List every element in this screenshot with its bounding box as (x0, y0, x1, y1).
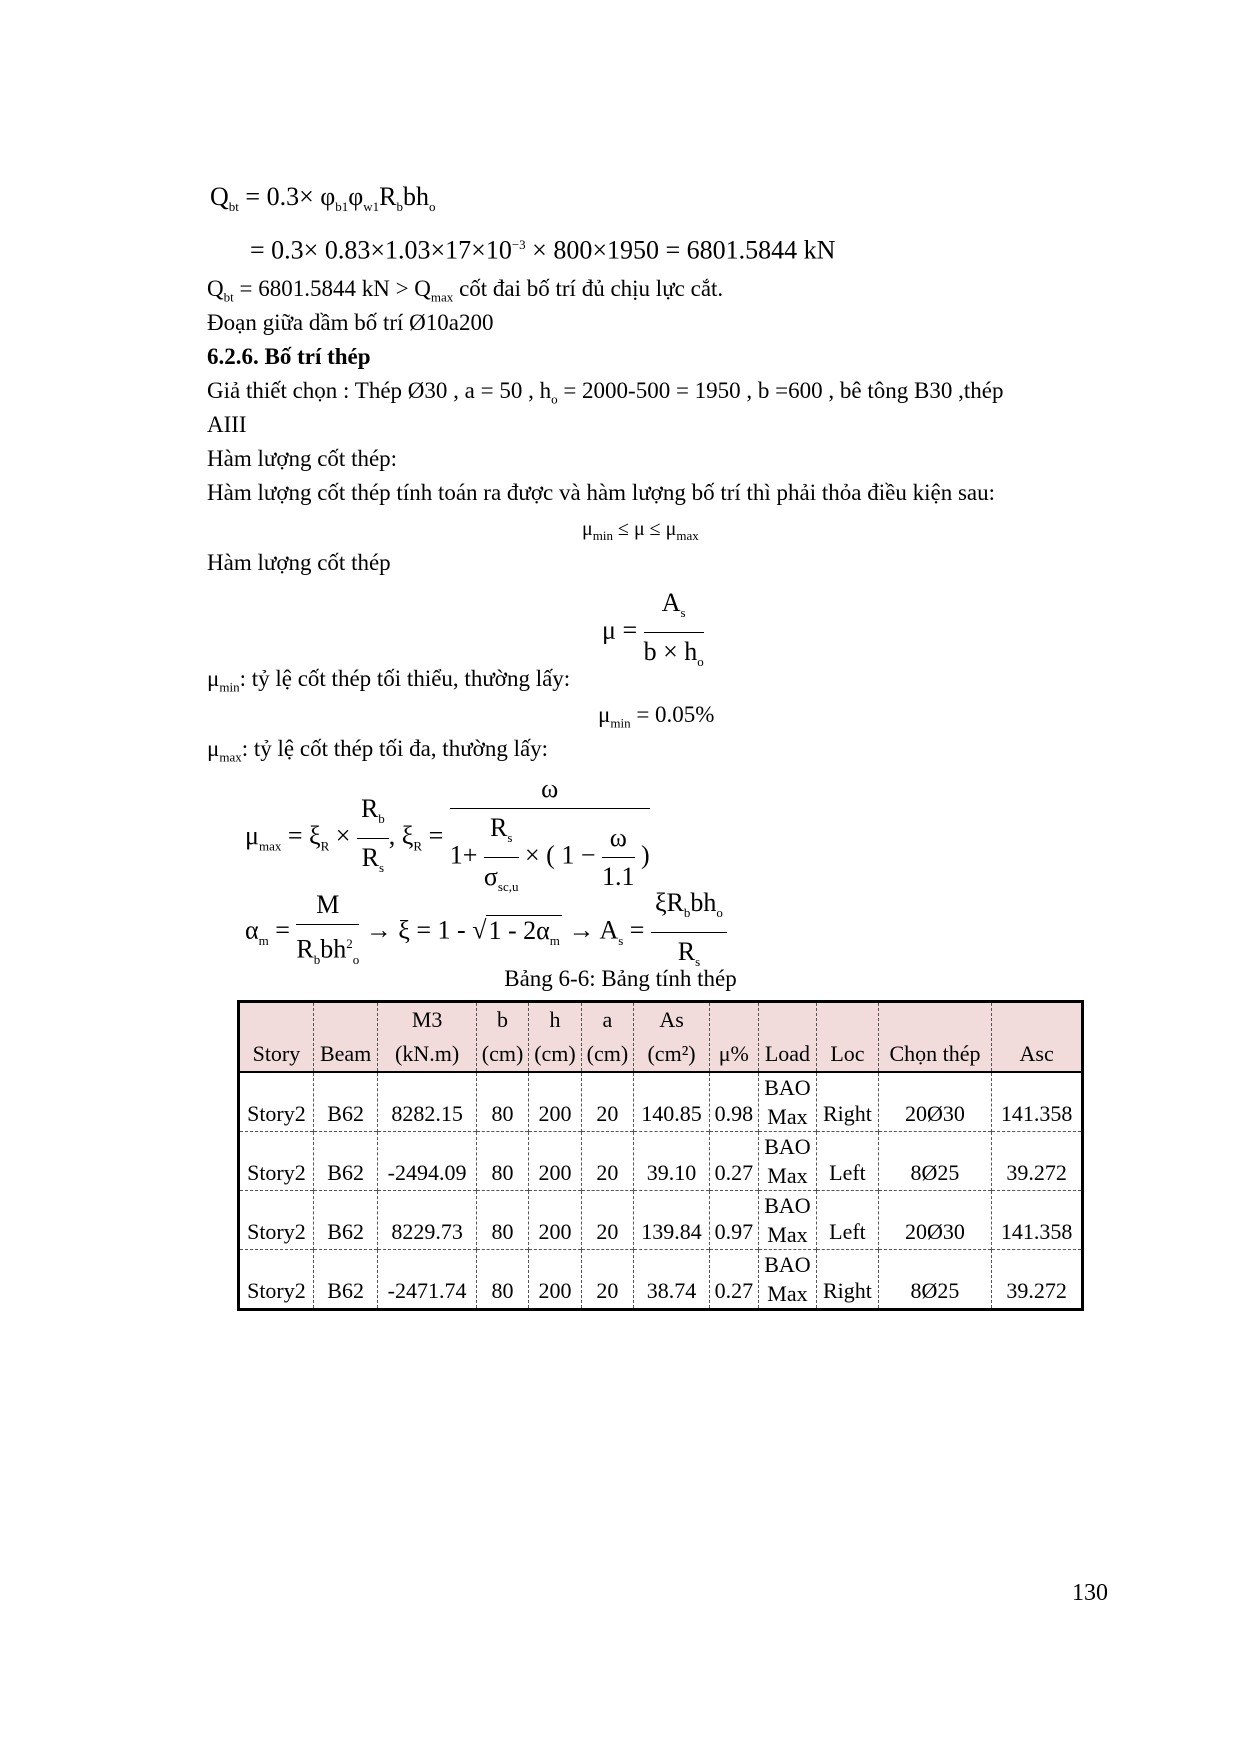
equation-mu-min (598, 700, 714, 739)
column-header-line2: Beam (319, 1041, 372, 1066)
table-cell (758, 1072, 817, 1132)
column-header-line2: (cm²) (647, 1041, 696, 1066)
eq-part: = (422, 821, 444, 851)
eq-part: R (379, 182, 397, 211)
table-cell: 20 (581, 1191, 633, 1250)
table-cell: 141.358 (992, 1072, 1083, 1132)
table-row (239, 1250, 1083, 1310)
table-cell: 0.27 (709, 1250, 758, 1310)
table-cell: 80 (476, 1072, 528, 1132)
table-cell: 39.272 (992, 1250, 1083, 1310)
paragraph-middle-span: Đoạn giữa dầm bố trí Ø10a200 (207, 310, 494, 335)
column-header-line1 (992, 1003, 1081, 1037)
text: cốt đai bố trí đủ chịu lực cắt. (453, 276, 724, 301)
column-header-line2: Story (252, 1041, 301, 1066)
table-caption: Bảng 6-6: Bảng tính thép (504, 966, 737, 991)
paragraph-qbt-check (207, 274, 723, 313)
column-header-line1: b (497, 1007, 509, 1032)
column-header-line2: Load (764, 1041, 811, 1066)
table-cell: Right (817, 1072, 879, 1132)
frac-num (651, 886, 727, 933)
eq-part: = 0.3× φ (238, 182, 336, 211)
eq-sub: m (549, 932, 560, 948)
table-cell: Right (817, 1250, 879, 1310)
column-header-line1: M3 (411, 1007, 443, 1032)
table-cell: Story2 (239, 1132, 314, 1191)
column-header-line2: (cm) (481, 1041, 524, 1066)
eq-part: R (361, 842, 380, 872)
eq-sub: b (378, 810, 385, 826)
table-cell: 39.10 (634, 1132, 710, 1191)
eq-part: bh (403, 182, 429, 211)
eq-sub: m (258, 932, 269, 948)
table-cell: B62 (313, 1250, 378, 1310)
eq-sub: min (592, 528, 613, 543)
column-header (878, 1002, 992, 1073)
frac-num (484, 811, 519, 858)
eq-sub: b (396, 199, 403, 215)
eq-part: ξR (654, 888, 684, 917)
table-cell: B62 (313, 1191, 378, 1250)
table-cell: 8Ø25 (878, 1132, 992, 1191)
frac-den (357, 839, 389, 885)
eq-sub: R (413, 838, 423, 854)
paragraph-steel-ratio: Hàm lượng cốt thép: (207, 446, 398, 471)
column-header-line1 (759, 1003, 817, 1037)
eq-part: × 800×1950 = 6801.5844 kN (525, 235, 836, 265)
eq-sub: b (313, 952, 321, 968)
table-cell: 8282.15 (378, 1072, 476, 1132)
eq-part: = ξ (281, 821, 321, 851)
page-number: 130 (1072, 1580, 1108, 1606)
text-sub: max (430, 289, 454, 305)
table-cell: 140.85 (634, 1072, 710, 1132)
eq-sub: max (258, 838, 282, 854)
table-cell: 38.74 (634, 1250, 710, 1310)
eq-sup: 2 (346, 936, 353, 952)
load-word: BAO (764, 1075, 811, 1100)
eq-symbol: Q (210, 182, 229, 211)
eq-part: M (316, 890, 340, 920)
eq-sub: o (429, 199, 436, 215)
eq-part: → A (561, 915, 619, 945)
frac-den (644, 633, 704, 679)
eq-part: ω (541, 774, 559, 803)
load-word: BAO (764, 1134, 811, 1159)
eq-sub: s (618, 932, 624, 948)
column-header-line1: h (549, 1007, 561, 1032)
eq-part: μ (598, 702, 611, 727)
text-sub: bt (223, 289, 234, 305)
table-body (239, 1072, 1083, 1310)
paragraph-assumption-cont: AIII (207, 412, 247, 437)
table-cell: 200 (529, 1250, 581, 1310)
eq-part: 1.1 (602, 862, 635, 892)
paragraph-condition: Hàm lượng cốt thép tính toán ra được và hàm lượng bố trí thì phải thỏa điều kiện sau: (207, 480, 995, 505)
eq-sub: sc,u (497, 879, 519, 895)
text: : tỷ lệ cốt thép tối đa, thường lấy: (241, 736, 549, 761)
column-header-line2: μ% (718, 1041, 749, 1066)
column-header-line2: Asc (1019, 1041, 1054, 1066)
table-cell: 20Ø30 (878, 1191, 992, 1250)
table-cell: 200 (529, 1072, 581, 1132)
text: = 2000-500 = 1950 , b =600 , bê tông B30 ,thép (557, 378, 1004, 403)
column-header-line2: (cm) (534, 1041, 576, 1066)
table-cell: 0.97 (709, 1191, 758, 1250)
eq-part: = 0.05% (630, 702, 715, 727)
text-sub: min (219, 679, 240, 695)
table-cell: 80 (476, 1132, 528, 1191)
load-word: Max (767, 1104, 808, 1129)
table-cell: 139.84 (634, 1191, 710, 1250)
text-sub: o (551, 391, 558, 407)
eq-part: = (268, 915, 290, 945)
eq-part: R (677, 937, 696, 967)
table-cell (758, 1191, 817, 1250)
text: Q (207, 276, 224, 301)
table-cell (758, 1132, 817, 1191)
section-heading: 6.2.6. Bố trí thép (207, 344, 371, 369)
eq-part: A (661, 588, 681, 617)
load-word: BAO (764, 1193, 811, 1218)
fraction-rb-rs (357, 792, 389, 885)
equation-condition (582, 514, 699, 551)
paragraph-mu-max (207, 734, 548, 773)
table-cell: 8229.73 (378, 1191, 476, 1250)
column-header-line2: (cm) (586, 1041, 629, 1066)
table-cell: 8Ø25 (878, 1250, 992, 1310)
eq-part: ω (609, 823, 627, 853)
eq-part: R (296, 934, 314, 964)
table-cell: B62 (313, 1132, 378, 1191)
eq-sub: b1 (335, 199, 349, 215)
eq-sub: s (680, 605, 686, 621)
eq-part: μ = (602, 615, 638, 645)
equation-qbt (210, 182, 436, 222)
eq-part: α (245, 915, 259, 945)
eq-part: φ (348, 182, 364, 211)
paragraph-mu-min (207, 664, 570, 703)
eq-sub: min (610, 715, 631, 731)
table-cell: Story2 (239, 1072, 314, 1132)
fraction-xi-r (450, 772, 650, 904)
frac-num (644, 586, 704, 633)
load-word: Max (767, 1163, 808, 1188)
eq-part: R (490, 813, 508, 842)
eq-sub: o (716, 905, 723, 921)
column-header (476, 1002, 528, 1073)
eq-sub: o (352, 952, 360, 968)
eq-part: σ (483, 862, 498, 892)
table-cell: 80 (476, 1191, 528, 1250)
fraction-omega-11 (602, 821, 635, 894)
table-cell: 141.358 (992, 1191, 1083, 1250)
frac-num (357, 792, 389, 839)
table-cell: Story2 (239, 1250, 314, 1310)
text: μ (207, 666, 220, 691)
load-word: Max (767, 1222, 808, 1247)
column-header-line2: Loc (830, 1041, 865, 1066)
table-cell: 20Ø30 (878, 1072, 992, 1132)
table-cell: 39.272 (992, 1132, 1083, 1191)
steel-table (237, 1000, 1084, 1311)
column-header-line1 (710, 1003, 758, 1037)
text: : tỷ lệ cốt thép tối thiểu, thường lấy: (239, 666, 571, 691)
column-header-line1 (879, 1003, 992, 1037)
equation-mu (602, 586, 704, 679)
eq-part: μ (245, 821, 259, 851)
column-header-line1 (314, 1003, 378, 1037)
frac-num (296, 888, 359, 925)
sqrt-icon: √ (472, 915, 487, 945)
table-cell: Story2 (239, 1191, 314, 1250)
load-word: Max (767, 1281, 808, 1306)
load-word: BAO (764, 1252, 811, 1277)
column-header (529, 1002, 581, 1073)
paragraph-assumption (207, 376, 1003, 415)
text: μ (207, 736, 220, 761)
table-cell: 20 (581, 1132, 633, 1191)
frac-num (602, 821, 635, 858)
equation-mu-max (245, 772, 650, 904)
eq-part: R (360, 793, 379, 823)
eq-sub: o (697, 654, 704, 670)
table-row (239, 1072, 1083, 1132)
eq-part: 1+ (449, 840, 478, 870)
table-cell: Left (817, 1191, 879, 1250)
table-cell: Left (817, 1132, 879, 1191)
eq-part: ≤ μ ≤ μ (612, 518, 677, 540)
eq-sub: b (683, 905, 691, 921)
column-header-line2: (kN.m) (395, 1041, 460, 1066)
table-cell: 0.98 (709, 1072, 758, 1132)
eq-part: bh (690, 888, 717, 917)
frac-num (450, 772, 650, 809)
eq-part: bh (320, 934, 347, 964)
eq-part: × (329, 821, 351, 851)
eq-part: 1 - 2α (488, 915, 550, 945)
table-cell: 200 (529, 1132, 581, 1191)
eq-part: ) (634, 840, 650, 870)
column-header-line2: Chọn thép (889, 1041, 981, 1066)
eq-sub: s (695, 954, 701, 970)
eq-sub: bt (228, 199, 239, 215)
eq-part: × ( 1 − (518, 840, 596, 870)
table-row (239, 1191, 1083, 1250)
eq-part: = 0.3× 0.83×1.03×17×10 (250, 235, 512, 265)
table-cell: 20 (581, 1250, 633, 1310)
table-cell: 200 (529, 1191, 581, 1250)
column-header-line1 (240, 1003, 313, 1037)
table-header (239, 1002, 1083, 1073)
column-header (709, 1002, 758, 1073)
eq-part: → ξ = 1 - (359, 915, 473, 945)
column-header (992, 1002, 1083, 1073)
eq-sup: −3 (511, 237, 526, 252)
column-header (313, 1002, 378, 1073)
sqrt-body (486, 915, 561, 948)
fraction-mu (644, 586, 704, 679)
column-header (634, 1002, 710, 1073)
text: = 6801.5844 kN > Q (233, 276, 431, 301)
table-cell: -2494.09 (378, 1132, 476, 1191)
column-header (758, 1002, 817, 1073)
eq-sub: s (507, 830, 513, 846)
text-sub: max (219, 749, 242, 765)
table-cell: 0.27 (709, 1132, 758, 1191)
table-header-row (239, 1002, 1083, 1073)
fraction-alpha (296, 888, 359, 977)
eq-part: b × h (643, 637, 698, 667)
paragraph-steel-ratio-2: Hàm lượng cốt thép (207, 550, 391, 575)
column-header-line1: a (602, 1007, 613, 1032)
table-cell: -2471.74 (378, 1250, 476, 1310)
column-header-line1 (817, 1003, 878, 1037)
text: Giả thiết chọn : Thép Ø30 , a = 50 , h (207, 378, 552, 403)
eq-part: , ξ (388, 821, 414, 851)
column-header (239, 1002, 314, 1073)
table-cell (758, 1250, 817, 1310)
column-header (581, 1002, 633, 1073)
eq-sub: max (676, 528, 699, 543)
eq-sub: w1 (363, 199, 380, 215)
table-cell: 20 (581, 1072, 633, 1132)
table-row (239, 1132, 1083, 1191)
column-header (817, 1002, 879, 1073)
column-header-line1: As (659, 1007, 684, 1032)
column-header (378, 1002, 476, 1073)
equation-qbt-value (250, 230, 835, 266)
table-cell: 80 (476, 1250, 528, 1310)
table-cell: B62 (313, 1072, 378, 1132)
eq-sub: R (320, 838, 330, 854)
eq-sub: s (379, 859, 385, 875)
eq-part: μ (582, 518, 593, 540)
eq-part: = (623, 915, 645, 945)
